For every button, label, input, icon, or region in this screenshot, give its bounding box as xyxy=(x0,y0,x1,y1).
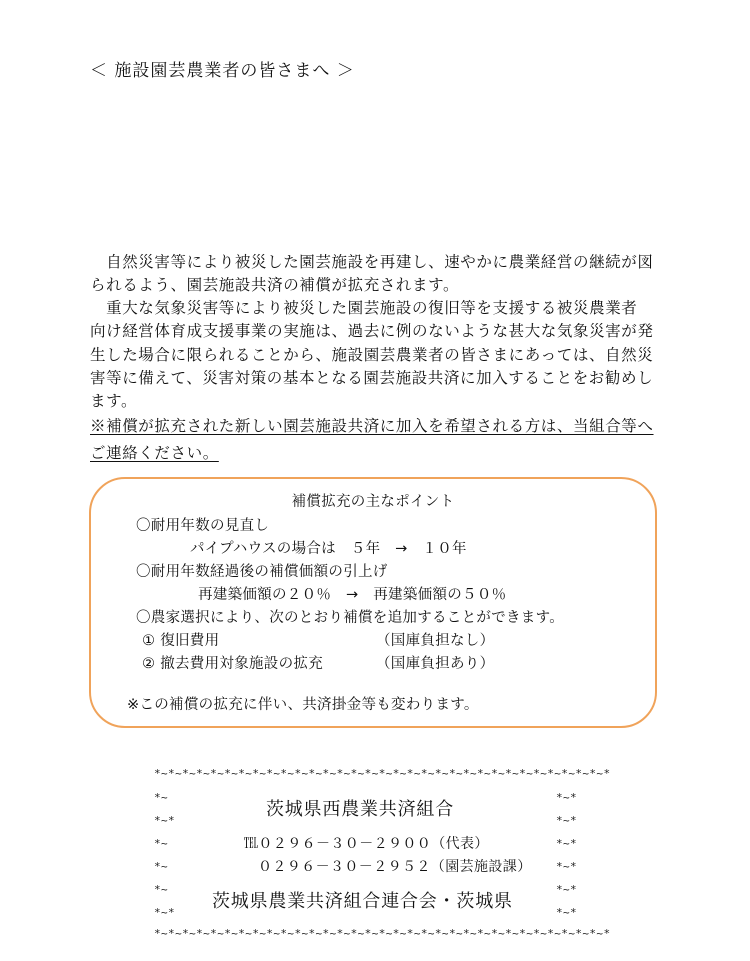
page-heading: ＜ 施設園芸農業者の皆さまへ ＞ xyxy=(90,61,355,81)
body-line: 自然災害等により被災した園芸施設を再建し、速やかに農業経営の継続が図 xyxy=(90,253,654,271)
notice-line: ※補償が拡充された新しい園芸施設共済に加入を希望される方は、当組合等へ xyxy=(90,417,654,435)
border-mark: *~ xyxy=(154,837,169,850)
body-line: 害等に備えて、災害対策の基本となる園芸施設共済に加入することをお勧めし xyxy=(90,369,654,387)
point-item: 〇耐用年数の見直し xyxy=(136,518,270,534)
border-mark: *~* xyxy=(556,860,578,873)
border-mark: *~* xyxy=(556,906,578,919)
body-line: られるよう、園芸施設共済の補償が拡充されます。 xyxy=(90,276,460,294)
decorative-border-bottom: *~*~*~*~*~*~*~*~*~*~*~*~*~*~*~*~*~*~*~*~*~*~*~*~*~*~*~*~*~*~*~*~* xyxy=(154,927,611,940)
decorative-border-top: *~*~*~*~*~*~*~*~*~*~*~*~*~*~*~*~*~*~*~*~*~*~*~*~*~*~*~*~*~*~*~*~* xyxy=(154,767,611,780)
points-title: 補償拡充の主なポイント xyxy=(291,494,455,510)
organization-name: 茨城県西農業共済組合 xyxy=(266,799,454,820)
border-mark: *~* xyxy=(556,791,578,804)
telephone-section: ０２９６－３０－２９５２（園芸施設課） xyxy=(258,859,532,875)
notice-line: ご連絡ください。 xyxy=(90,444,219,462)
point-detail: 再建築価額の２０％ → 再建築価額の５０％ xyxy=(198,587,507,603)
body-line: 向け経営体育成支援事業の実施は、過去に例のないような甚大な気象災害が発 xyxy=(90,322,654,340)
border-mark: *~* xyxy=(556,814,578,827)
border-mark: *~ xyxy=(154,791,169,804)
body-line: 生した場合に限られることから、施設園芸農業者の皆さまにあっては、自然災 xyxy=(90,346,654,364)
border-mark: *~* xyxy=(556,883,578,896)
border-mark: *~* xyxy=(154,814,176,827)
point-item: 〇農家選択により、次のとおり補償を追加することができます。 xyxy=(136,610,565,626)
telephone-main: ℡０２９６－３０－２９００（代表） xyxy=(244,836,489,852)
body-line: 重大な気象災害等により被災した園芸施設の復旧等を支援する被災農業者 xyxy=(90,299,638,317)
point-item: 〇耐用年数経過後の補償価額の引上げ xyxy=(136,564,388,580)
border-mark: *~* xyxy=(154,906,176,919)
border-mark: *~ xyxy=(154,883,169,896)
body-line: ます。 xyxy=(90,392,138,410)
option-note: （国庫負担なし） xyxy=(376,633,495,649)
option-label: ① 復旧費用 xyxy=(142,633,220,649)
points-footnote: ※この補償の拡充に伴い、共済掛金等も変わります。 xyxy=(127,697,479,713)
border-mark: *~* xyxy=(556,837,578,850)
option-label: ② 撤去費用対象施設の拡充 xyxy=(142,656,324,672)
option-note: （国庫負担あり） xyxy=(376,656,495,672)
border-mark: *~ xyxy=(154,860,169,873)
point-detail: パイプハウスの場合は ５年 → １０年 xyxy=(190,541,467,557)
organization-federation: 茨城県農業共済組合連合会・茨城県 xyxy=(212,891,513,912)
